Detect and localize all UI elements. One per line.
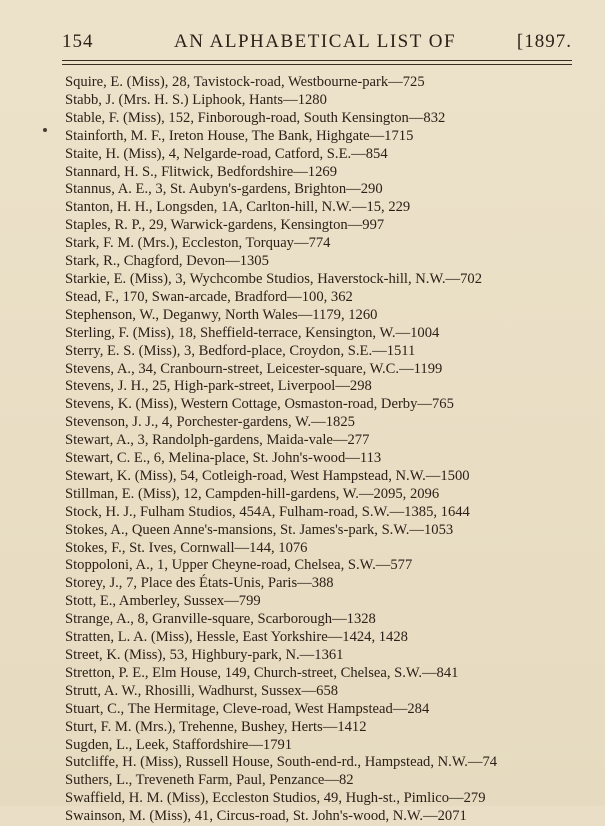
entry: Sterling, F. (Miss), 18, Sheffield-terrace, Kensington, W.—1004 bbox=[65, 324, 440, 341]
entry: Stoppoloni, A., 1, Upper Cheyne-road, Chelsea, S.W.—577 bbox=[65, 557, 413, 574]
entry: Stewart, A., 3, Randolph-gardens, Maida-vale—277 bbox=[65, 432, 370, 449]
entry: Sugden, L., Leek, Staffordshire—1791 bbox=[65, 736, 293, 753]
entry: Strange, A., 8, Granville-square, Scarborough—1328 bbox=[65, 611, 376, 628]
entry: Stark, R., Chagford, Devon—1305 bbox=[65, 253, 269, 270]
entry: Stott, E., Amberley, Sussex—799 bbox=[65, 593, 261, 610]
entry: Stevenson, J. J., 4, Porchester-gardens, W.—1825 bbox=[65, 414, 355, 431]
entry: Sturt, F. M. (Mrs.), Trehenne, Bushey, Herts—1412 bbox=[65, 718, 367, 735]
entry: Street, K. (Miss), 53, Highbury-park, N.—1361 bbox=[65, 647, 344, 663]
entry: Stable, F. (Miss), 152, Finborough-road, South Kensington—832 bbox=[65, 109, 446, 126]
entry: Stannard, H. S., Flitwick, Bedfordshire—1269 bbox=[65, 163, 337, 180]
entry: Stark, F. M. (Mrs.), Eccleston, Torquay—774 bbox=[65, 235, 331, 252]
entry: Sterry, E. S. (Miss), 3, Bedford-place, Croydon, S.E.—1511 bbox=[65, 342, 416, 359]
entry: Swainson, M. (Miss), 41, Circus-road, St. John's-wood, N.W.—2071 bbox=[65, 808, 467, 825]
entry: Sutcliffe, H. (Miss), Russell House, South-end-rd., Hampstead, N.W.—74 bbox=[65, 754, 498, 771]
page-header bbox=[62, 28, 572, 56]
entry-list bbox=[65, 74, 595, 826]
header-rule-thin bbox=[62, 64, 572, 65]
entry: Stokes, F., St. Ives, Cornwall—144, 1076 bbox=[65, 539, 308, 556]
entry: Stretton, P. E., Elm House, 149, Church-street, Chelsea, S.W.—841 bbox=[65, 664, 459, 681]
entry: Strutt, A. W., Rhosilli, Wadhurst, Sussex—658 bbox=[65, 682, 339, 699]
entry: Stephenson, W., Deganwy, North Wales—1179, 1260 bbox=[65, 306, 378, 323]
entry: Stokes, A., Queen Anne's-mansions, St. James's-park, S.W.—1053 bbox=[65, 521, 454, 538]
entry: Stanton, H. H., Longsden, 1A, Carlton-hill, N.W.—15, 229 bbox=[65, 199, 411, 216]
entry: Swaffield, H. M. (Miss), Eccleston Studios, 49, Hugh-st., Pimlico—279 bbox=[65, 790, 486, 807]
entry: Stevens, A., 34, Cranbourn-street, Leicester-square, W.C.—1199 bbox=[65, 360, 443, 377]
entry: Suthers, L., Treveneth Farm, Paul, Penzance—82 bbox=[65, 772, 354, 789]
entry: Squire, E. (Miss), 28, Tavistock-road, Westbourne-park—725 bbox=[65, 74, 425, 90]
entry: Starkie, E. (Miss), 3, Wychcombe Studios, Haverstock-hill, N.W.—702 bbox=[65, 270, 483, 287]
entry: Stevens, J. H., 25, High-park-street, Liverpool—298 bbox=[65, 378, 372, 395]
entry: Storey, J., 7, Place des États-Unis, Paris—388 bbox=[65, 575, 334, 592]
entry: Stuart, C., The Hermitage, Cleve-road, West Hampstead—284 bbox=[65, 700, 430, 717]
entry: Staite, H. (Miss), 4, Nelgarde-road, Catford, S.E.—854 bbox=[65, 145, 388, 162]
entry: Stewart, C. E., 6, Melina-place, St. John's-wood—113 bbox=[65, 450, 382, 467]
running-title: AN ALPHABETICAL LIST OF bbox=[174, 31, 457, 52]
entry: Stainforth, M. F., Ireton House, The Bank, Highgate—1715 bbox=[65, 127, 414, 144]
entry: Staples, R. P., 29, Warwick-gardens, Kensington—997 bbox=[65, 217, 385, 234]
entry: Stratten, L. A. (Miss), Hessle, East Yorkshire—1424, 1428 bbox=[65, 629, 408, 646]
entry: Stannus, A. E., 3, St. Aubyn's-gardens, Brighton—290 bbox=[65, 181, 383, 198]
entry: Stock, H. J., Fulham Studios, 454A, Fulham-road, S.W.—1385, 1644 bbox=[65, 503, 470, 520]
year-marker: [1897. bbox=[516, 31, 572, 52]
entry: Stewart, K. (Miss), 54, Cotleigh-road, West Hampstead, N.W.—1500 bbox=[65, 467, 470, 484]
page-number: 154 bbox=[62, 31, 94, 52]
margin-mark bbox=[43, 128, 47, 132]
header-rule bbox=[62, 60, 572, 61]
entry: Stead, F., 170, Swan-arcade, Bradford—100, 362 bbox=[65, 288, 353, 305]
entry: Stillman, E. (Miss), 12, Campden-hill-gardens, W.—2095, 2096 bbox=[65, 485, 440, 502]
entry: Stevens, K. (Miss), Western Cottage, Osmaston-road, Derby—765 bbox=[65, 396, 454, 413]
entry: Stabb, J. (Mrs. H. S.) Liphook, Hants—1280 bbox=[65, 91, 327, 108]
